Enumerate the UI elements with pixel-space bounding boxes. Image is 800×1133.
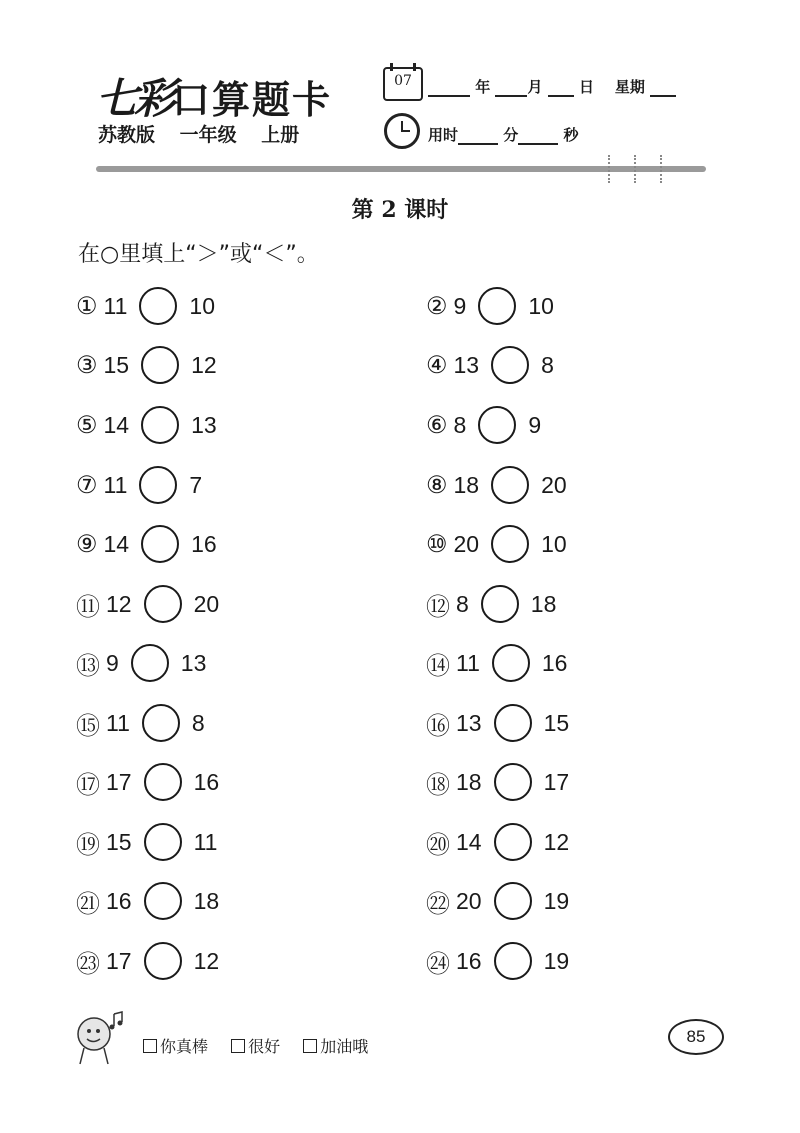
- left-number: 17: [106, 768, 132, 795]
- day-blank[interactable]: [548, 81, 574, 97]
- right-number: 18: [193, 887, 220, 914]
- right-number: 19: [543, 887, 570, 914]
- problem-8: [426, 464, 567, 506]
- problem-index: ⑪: [76, 593, 100, 621]
- problem-1: [76, 285, 215, 327]
- calendar-icon-number: 07: [394, 73, 412, 89]
- right-number: 12: [193, 947, 220, 974]
- page-number: 85: [668, 1019, 724, 1055]
- problem-13: [76, 642, 206, 684]
- left-number: 11: [106, 709, 130, 736]
- clock-icon: [384, 113, 420, 149]
- instruction-text: 在○里填上“＞”或“＜”。: [78, 242, 319, 267]
- option-label: 加油哦: [320, 1037, 369, 1056]
- problem-index: ④: [426, 351, 448, 379]
- answer-circle[interactable]: [144, 763, 182, 801]
- right-number: 15: [543, 709, 570, 736]
- answer-circle[interactable]: [481, 585, 519, 623]
- right-number: 7: [189, 471, 203, 498]
- problem-6: [426, 404, 541, 446]
- weekday-label: 星期: [614, 78, 645, 96]
- calendar-icon: [383, 67, 423, 101]
- option-label: 很好: [248, 1037, 281, 1056]
- weekday-blank[interactable]: [650, 81, 676, 97]
- problem-12: [426, 583, 556, 625]
- answer-circle[interactable]: [491, 466, 529, 504]
- minutes-label: 分: [503, 126, 519, 144]
- right-number: 13: [180, 649, 207, 676]
- right-number: 17: [543, 768, 570, 795]
- brand-title: [96, 66, 333, 123]
- right-number: 11: [193, 828, 218, 855]
- problem-index: ⑮: [76, 712, 100, 740]
- problem-24: [426, 940, 569, 982]
- problem-7: [76, 464, 202, 506]
- problem-index: ③: [76, 351, 98, 379]
- answer-circle[interactable]: [494, 763, 532, 801]
- problem-index: ⑰: [76, 771, 100, 799]
- left-number: 11: [456, 649, 480, 676]
- mascot-icon: [70, 1008, 130, 1068]
- problem-10: [426, 523, 567, 565]
- problem-index: ①: [76, 292, 98, 320]
- option-keep-going[interactable]: [303, 1037, 368, 1056]
- answer-circle[interactable]: [494, 704, 532, 742]
- brand-name: 口算题卡: [172, 78, 333, 122]
- day-label: 日: [578, 78, 594, 96]
- problem-9: [76, 523, 217, 565]
- answer-circle[interactable]: [494, 882, 532, 920]
- left-number: 15: [103, 351, 130, 378]
- right-number: 20: [541, 471, 567, 498]
- problem-index: ⑧: [426, 471, 448, 499]
- left-number: 12: [106, 590, 132, 617]
- left-number: 9: [106, 649, 119, 676]
- problem-2: [426, 285, 554, 327]
- answer-circle[interactable]: [494, 823, 532, 861]
- answer-circle[interactable]: [144, 942, 182, 980]
- left-number: 17: [106, 947, 132, 974]
- problem-3: [76, 344, 217, 386]
- date-fields: [428, 76, 676, 97]
- month-label: 月: [527, 78, 543, 96]
- left-number: 9: [453, 292, 467, 319]
- answer-circle[interactable]: [141, 346, 179, 384]
- answer-circle[interactable]: [141, 525, 179, 563]
- answer-circle[interactable]: [491, 525, 529, 563]
- problem-22: [426, 880, 569, 922]
- option-label: 你真棒: [160, 1037, 209, 1056]
- problem-15: [76, 702, 205, 744]
- checkbox-icon: [231, 1039, 245, 1053]
- checkbox-icon: [143, 1039, 157, 1053]
- problem-index: ⑦: [76, 471, 98, 499]
- seconds-blank[interactable]: [518, 129, 558, 145]
- problem-index: ⑳: [426, 831, 450, 859]
- right-number: 16: [193, 768, 220, 795]
- problem-index: ㉑: [76, 890, 100, 918]
- left-number: 16: [456, 947, 482, 974]
- right-number: 10: [189, 292, 215, 319]
- left-number: 13: [453, 351, 480, 378]
- right-number: 16: [191, 530, 217, 557]
- answer-circle[interactable]: [139, 287, 177, 325]
- answer-circle[interactable]: [142, 704, 180, 742]
- problem-index: ②: [426, 292, 448, 320]
- header-divider: [96, 166, 706, 172]
- problem-23: [76, 940, 219, 982]
- month-blank[interactable]: [495, 81, 527, 97]
- problem-index: ㉒: [426, 890, 450, 918]
- problem-20: [426, 821, 569, 863]
- option-great[interactable]: [143, 1037, 208, 1056]
- left-number: 11: [103, 471, 128, 498]
- option-good[interactable]: [231, 1037, 280, 1056]
- problem-4: [426, 344, 554, 386]
- problem-11: [76, 583, 219, 625]
- right-number: 19: [543, 947, 570, 974]
- left-number: 20: [456, 887, 482, 914]
- problem-index: ⑩: [426, 530, 448, 558]
- answer-circle[interactable]: [491, 346, 529, 384]
- answer-circle[interactable]: [144, 882, 182, 920]
- problem-index: ⑱: [426, 771, 450, 799]
- problem-index: ⑲: [76, 831, 100, 859]
- left-number: 18: [453, 471, 480, 498]
- problem-index: ㉓: [76, 950, 100, 978]
- answer-circle[interactable]: [144, 823, 182, 861]
- left-number: 14: [103, 411, 130, 438]
- left-number: 18: [456, 768, 482, 795]
- answer-circle[interactable]: [141, 406, 179, 444]
- right-number: 12: [543, 828, 570, 855]
- problem-5: [76, 404, 217, 446]
- answer-circle[interactable]: [478, 287, 516, 325]
- answer-circle[interactable]: [131, 644, 169, 682]
- problem-index: ⑤: [76, 411, 98, 439]
- problem-17: [76, 761, 219, 803]
- left-number: 16: [106, 887, 132, 914]
- minutes-blank[interactable]: [458, 129, 498, 145]
- time-used-label: 用时: [428, 126, 459, 144]
- year-label: 年: [475, 78, 491, 96]
- right-number: 13: [191, 411, 217, 438]
- problem-index: ⑨: [76, 530, 98, 558]
- time-fields: [428, 124, 579, 145]
- left-number: 15: [106, 828, 132, 855]
- right-number: 18: [530, 590, 557, 617]
- right-number: 9: [528, 411, 542, 438]
- seconds-label: 秒: [563, 126, 579, 144]
- right-number: 8: [541, 351, 554, 378]
- problem-21: [76, 880, 219, 922]
- answer-circle[interactable]: [478, 406, 516, 444]
- problem-14: [426, 642, 567, 684]
- left-number: 11: [103, 292, 128, 319]
- left-number: 20: [453, 530, 480, 557]
- self-evaluation: [143, 1034, 386, 1057]
- edition-label: 苏教版 一年级 上册: [98, 124, 300, 146]
- answer-circle[interactable]: [144, 585, 182, 623]
- left-number: 8: [453, 411, 467, 438]
- brand-prefix: 七彩: [96, 74, 173, 123]
- problem-19: [76, 821, 217, 863]
- right-number: 12: [191, 351, 217, 378]
- right-number: 20: [193, 590, 220, 617]
- checkbox-icon: [303, 1039, 317, 1053]
- left-number: 14: [456, 828, 482, 855]
- answer-circle[interactable]: [492, 644, 530, 682]
- lesson-title: 第 2 课时: [351, 197, 449, 223]
- right-number: 10: [541, 530, 567, 557]
- left-number: 14: [103, 530, 130, 557]
- left-number: 8: [456, 590, 469, 617]
- right-number: 8: [191, 709, 205, 736]
- answer-circle[interactable]: [494, 942, 532, 980]
- problem-index: ⑫: [426, 593, 450, 621]
- problem-index: ⑬: [76, 652, 100, 680]
- year-blank[interactable]: [428, 81, 470, 97]
- right-number: 16: [541, 649, 568, 676]
- problem-index: ⑥: [426, 411, 448, 439]
- problem-18: [426, 761, 569, 803]
- problem-16: [426, 702, 569, 744]
- problem-index: ⑭: [426, 652, 450, 680]
- problem-index: ㉔: [426, 950, 450, 978]
- right-number: 10: [528, 292, 554, 319]
- problem-index: ⑯: [426, 712, 450, 740]
- left-number: 13: [456, 709, 482, 736]
- answer-circle[interactable]: [139, 466, 177, 504]
